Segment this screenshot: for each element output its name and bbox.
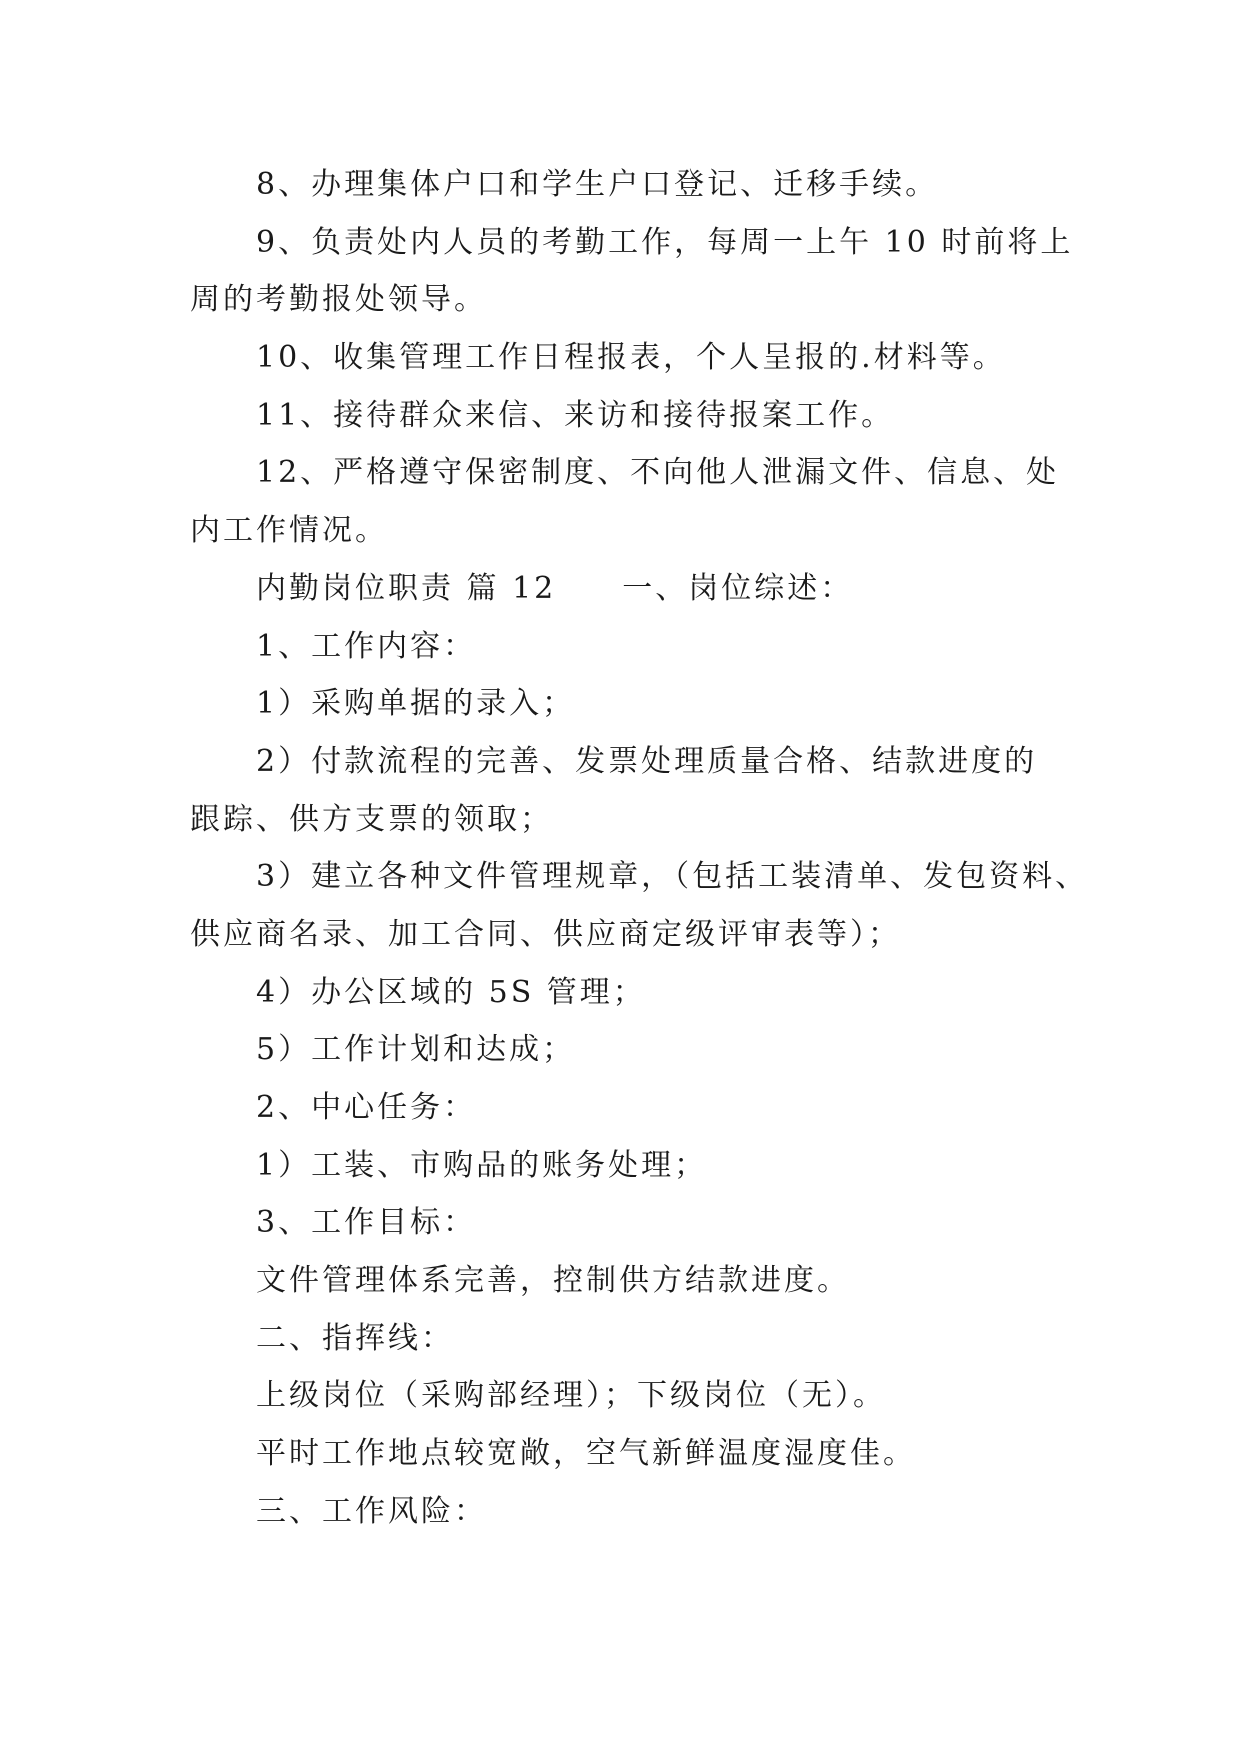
section-title: 内勤岗位职责 篇 12 [256, 570, 557, 606]
section-heading [190, 560, 1050, 618]
paragraph-line: 1）采购单据的录入； [256, 686, 576, 722]
paragraph-line: 3、工作目标： [256, 1205, 477, 1241]
paragraph-line: 1、工作内容： [256, 628, 477, 664]
paragraph-line: 10、收集管理工作日程报表，个人呈报的.材料等。 [256, 340, 1006, 376]
paragraph-line: 文件管理体系完善，控制供方结款进度。 [256, 1263, 850, 1299]
paragraph-line: 内工作情况。 [190, 513, 388, 549]
paragraph-line: 平时工作地点较宽敞，空气新鲜温度湿度佳。 [256, 1436, 916, 1472]
paragraph-line: 2）付款流程的完善、发票处理质量合格、结款进度的 [256, 743, 1038, 779]
paragraph-line: 上级岗位（采购部经理）；下级岗位（无）。 [256, 1378, 886, 1414]
paragraph-line: 11、接待群众来信、来访和接待报案工作。 [256, 397, 895, 433]
paragraph-line: 12、严格遵守保密制度、不向他人泄漏文件、信息、处 [256, 455, 1060, 491]
paragraph-line: 跟踪、供方支票的领取； [190, 801, 553, 837]
paragraph-line: 8、办理集体户口和学生户口登记、迁移手续。 [256, 167, 939, 202]
paragraph-line: 2、中心任务： [256, 1090, 477, 1125]
section-subtitle: 一、岗位综述： [622, 570, 854, 606]
paragraph-line: 供应商名录、加工合同、供应商定级评审表等）； [190, 916, 901, 952]
paragraph-line: 3）建立各种文件管理规章，（包括工装清单、发包资料、 [256, 859, 1089, 895]
paragraph-line: 周的考勤报处领导。 [190, 282, 487, 318]
paragraph-line: 1）工装、市购品的账务处理； [256, 1147, 708, 1183]
paragraph-line: 9、负责处内人员的考勤工作，每周一上午 10 时前将上 [256, 224, 1074, 260]
paragraph-line: 4）办公区域的 5S 管理； [256, 974, 646, 1010]
paragraph-line: 二、指挥线： [256, 1320, 454, 1356]
paragraph-line: 三、工作风险： [256, 1493, 487, 1529]
document-body [190, 156, 1089, 1541]
paragraph-line: 5）工作计划和达成； [256, 1032, 576, 1068]
